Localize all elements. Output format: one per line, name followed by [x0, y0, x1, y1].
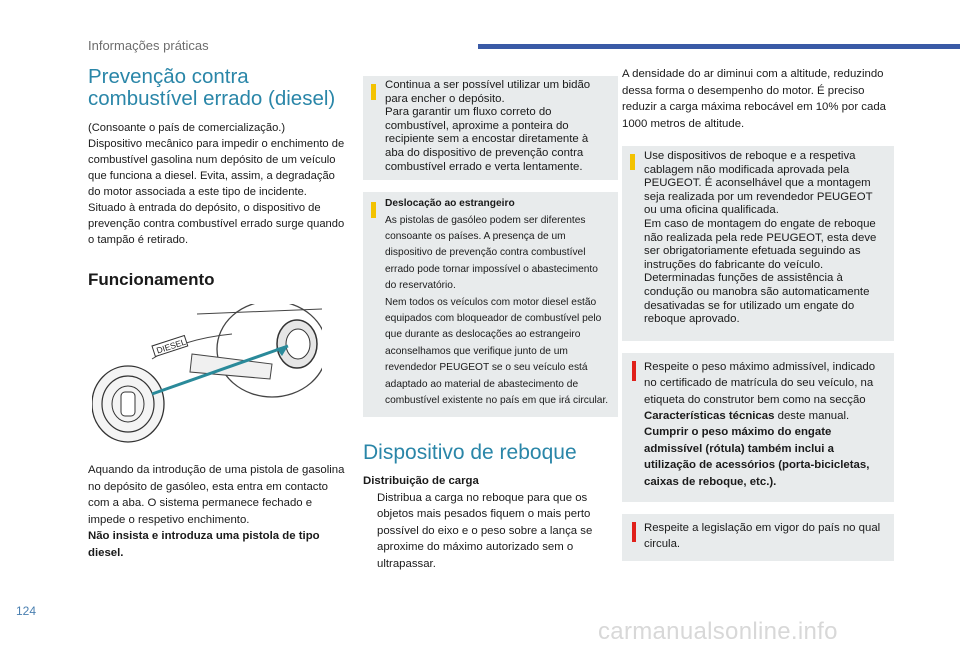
technical-characteristics-reference: Características técnicas [644, 409, 775, 422]
max-weight-text-part1: Respeite o peso máximo admissível, indicado no certificado de matrícula do seu veículo, na etiqueta do construtor bem como na secção [644, 360, 876, 406]
towing-info-paragraph-2: Em caso de montagem do engate de reboque não realizada pela rede PEUGEOT, esta deve ser obrigatoriamente efetuada seguindo as instruções do fabricante do veículo. [644, 217, 877, 271]
section-header-title: Informações práticas [88, 38, 209, 53]
load-distribution-bullet [363, 490, 618, 573]
misfuel-title-line2: combustível errado (diesel) [88, 87, 336, 110]
container-info-line2: Para garantir um fluxo correto do combustível, aproxime a ponteira do recipiente sem a encostar diretamente à aba do dispositivo de prevenção contra combustível errado e verta lentamente. [385, 106, 589, 173]
towing-info-paragraph-3: Determinadas funções de assistência à condução ou manobra são automaticamente desativadas se for utilizado um engate do reboque aprovado. [644, 272, 870, 326]
watermark-text: carmanualsonline.info [598, 618, 838, 645]
misfuel-title-line1: Prevenção contra [88, 65, 249, 88]
abroad-title: Deslocação ao estrangeiro [385, 198, 515, 210]
hitch-weight-warning: Cumprir o peso máximo do engate admissível (rótula) também inclui a utilização de acessórios (porta-bicicletas, caixas de reboque, etc.). [644, 426, 870, 488]
header-accent-bar [478, 44, 960, 49]
bullet-icon [363, 490, 377, 573]
towing-device-title: Dispositivo de reboque [363, 441, 577, 465]
container-info-line1: Continua a ser possível utilizar um bidão para encher o depósito. [385, 79, 591, 105]
info-box-towing-equipment [622, 146, 894, 341]
misfuel-intro [88, 120, 346, 248]
intro-paragraph-description: Dispositivo mecânico para impedir o enchimento de combustível gasolina num depósito de um veículo que funciona a diesel. Evita, assim, a degradação do motor associada a este tipo de incidente. [88, 138, 345, 198]
diesel-label: DIESEL [155, 336, 188, 356]
info-box-abroad [363, 192, 618, 417]
abroad-paragraph-1: As pistolas de gasóleo podem ser diferentes consoante os países. A presença de um dispositivo de prevenção contra combustível errado pode tornar impossível o abastecimento do reservatório. [385, 214, 598, 292]
operation-body [88, 462, 346, 561]
load-distribution-heading: Distribuição de carga [363, 475, 479, 488]
operation-warning: Não insista e introduza uma pistola de tipo diesel. [88, 530, 320, 559]
altitude-paragraph: A densidade do ar diminui com a altitude, reduzindo dessa forma o desempenho do motor. É preciso reduzir a carga máxima rebocável em 10% por cada 1000 metros de altitude. [622, 68, 887, 130]
intro-paragraph-country: (Consoante o país de comercialização.) [88, 122, 286, 134]
warning-marker-icon [632, 361, 636, 381]
towing-info-paragraph-1: Use dispositivos de reboque e a respetiva cablagem não modificada aprovada pela PEUGEOT. É aconselhável que a montagem seja realizada por um revendedor PEUGEOT ou uma oficina qualificada. [644, 150, 873, 217]
operation-heading: Funcionamento [88, 270, 215, 289]
column-left [88, 66, 346, 561]
warning-box-legislation [622, 514, 894, 561]
legislation-warning: Respeite a legislação em vigor do país no qual circula. [644, 521, 881, 551]
intro-paragraph-location: Situado à entrada do depósito, o dispositivo de prevenção contra combustível errado surge quando o tampão é retirado. [88, 202, 345, 246]
abroad-paragraph-2: Nem todos os veículos com motor diesel estão equipados com bloqueador de combustível pelo que durante as deslocações ao estrangeiro aconselhamos que verifique junto de um revendedor PEUGEOT se o seu veículo está adaptado ao material de abastecimento de combustível existente no país em que irá circular. [385, 296, 609, 407]
max-weight-warning [644, 359, 886, 425]
towing-load-section [363, 473, 618, 572]
operation-description: Aquando da introdução de uma pistola de gasolina no depósito de gasóleo, esta entra em contacto com a aba. O sistema permanece fechado e impede o respetivo enchimento. [88, 464, 345, 526]
load-distribution-text: Distribua a carga no reboque para que os objetos mais pesados fiquem o mais perto possível do eixo e o peso sobre a lança se aproxime do máximo autorizado sem o ultrapassar. [377, 491, 593, 570]
page-number: 124 [16, 604, 37, 618]
column-right [622, 66, 894, 561]
column-middle [363, 76, 618, 572]
info-marker-icon [371, 84, 376, 100]
info-marker-icon [371, 202, 376, 218]
info-box-container [363, 76, 618, 180]
info-marker-icon [630, 154, 635, 170]
warning-marker-icon [632, 522, 636, 542]
fuel-filler-illustration [92, 304, 322, 444]
warning-box-max-weight [622, 353, 894, 502]
misfuel-prevention-title [88, 66, 346, 110]
max-weight-text-part2: deste manual. [774, 409, 850, 422]
